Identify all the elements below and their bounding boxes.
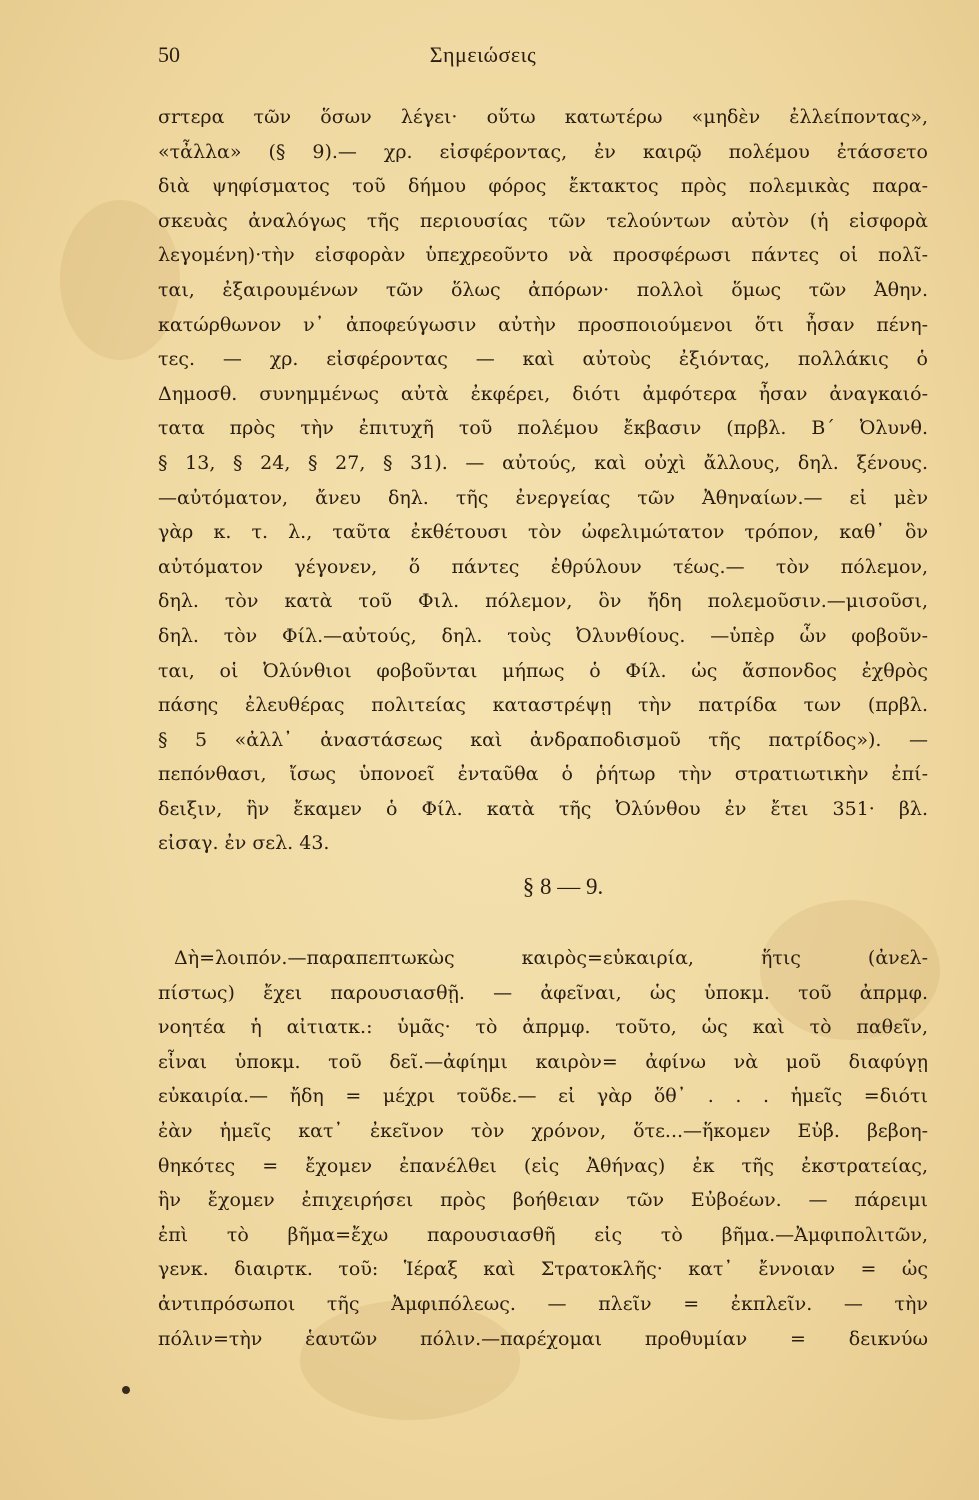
text-line: ἀντιπρόσωποι τῆς Ἀμφιπόλεως. — πλεῖν = ἐκπλεῖν. — τὴν xyxy=(158,1293,928,1315)
text-line: δηλ. τὸν κατὰ τοῦ Φιλ. πόλεμον, ὃν ἤδη πολεμοῦσιν.—μισοῦσι, xyxy=(158,590,928,613)
text-line: γενκ. διαιρτκ. τοῦ: Ἱέραξ καὶ Στρατοκλῆς· κατ᾽ ἔννοιαν = ὡς xyxy=(158,1258,928,1281)
text-line: πεπόνθασι, ἴσως ὑπονοεῖ ἐνταῦθα ὁ ῥήτωρ τὴν στρατιωτικὴν ἐπί- xyxy=(158,763,928,786)
text-line: ἐὰν ἡμεῖς κατ᾽ ἐκεῖνον τὸν χρόνον, ὅτε...—ἥκομεν Εὐβ. βεβοη- xyxy=(158,1120,928,1143)
text-line: τατα πρὸς τὴν ἐπιτυχῆ τοῦ πολέμου ἔκβασιν (πρβλ. Β΄ Ὀλυνθ. xyxy=(158,417,928,440)
text-line: ἐπὶ τὸ βῆμα=ἔχω παρουσιασθῆ εἰς τὸ βῆμα.—Ἀμφιπολιτῶν, xyxy=(158,1223,928,1246)
text-line: τες. — χρ. εἰσφέροντας — καὶ αὐτοὺς ἐξιόντας, πολλάκις ὁ xyxy=(158,348,928,371)
ink-spot xyxy=(122,1386,130,1394)
text-line: νοητέα ἡ αἰτιατκ.: ὑμᾶς· τὸ ἀπρμφ. τοῦτο, ὡς καὶ τὸ παθεῖν, xyxy=(158,1016,928,1039)
notes-paragraph-1 xyxy=(158,100,928,861)
text-line: λεγομένη)·τὴν εἰσφορὰν ὑπεχρεοῦντο νὰ προσφέρωσι πάντες οἱ πολῖ- xyxy=(158,244,928,267)
page-number: 50 xyxy=(158,42,180,67)
text-line: «τἆλλα» (§ 9).— χρ. εἰσφέροντας, ἐν καιρῷ πολέμου ἐτάσσετο xyxy=(158,140,928,163)
text-line: σκευὰς ἀναλόγως τῆς περιουσίας τῶν τελούντων αὐτὸν (ἡ εἰσφορὰ xyxy=(158,209,928,232)
text-line: δηλ. τὸν Φίλ.—αὐτούς, δηλ. τοὺς Ὀλυνθίους. —ὑπὲρ ὧν φοβοῦν- xyxy=(158,624,928,647)
text-line: πόλιν=τὴν ἑαυτῶν πόλιν.—παρέχομαι προθυμίαν = δεικνύω xyxy=(158,1327,928,1350)
text-line: ται, ἐξαιρουμένων τῶν ὅλως ἀπόρων· πολλοὶ ὅμως τῶν Ἀθην. xyxy=(158,278,928,301)
text-line: σrτερα τῶν ὅσων λέγει· οὕτω κατωτέρω «μηδὲν ἐλλείποντας», xyxy=(158,106,928,128)
notes-paragraph-2 xyxy=(158,941,928,1356)
text-line: αὐτόματον γέγονεν, ὅ πάντες ἐθρύλουν τέως.— τὸν πόλεμον, xyxy=(158,555,928,578)
spacer xyxy=(158,921,928,941)
text-line: διὰ ψηφίσματος τοῦ δήμου φόρος ἔκτακτος πρὸς πολεμικὰς παρα- xyxy=(158,175,928,198)
text-line: ἣν ἔχομεν ἐπιχειρήσει πρὸς βοήθειαν τῶν Εὐβοέων. — πάρειμι xyxy=(158,1189,928,1212)
text-line: —αὐτόματον, ἄνευ δηλ. τῆς ἐνεργείας τῶν Ἀθηναίων.— εἰ μὲν xyxy=(158,486,928,509)
text-line: εἰσαγ. ἐν σελ. 43. xyxy=(158,832,330,855)
text-line: § 13, § 24, § 27, § 31). — αὐτούς, καὶ οὐχὶ ἄλλους, δηλ. ξένους. xyxy=(158,451,928,474)
running-title: Σημειώσεις xyxy=(429,42,537,67)
text-line: πίστως) ἔχει παρουσιασθῇ. — ἀφεῖναι, ὡς ὑποκμ. τοῦ ἀπρμφ. xyxy=(158,981,928,1004)
section-heading: § 8 — 9. xyxy=(522,874,604,900)
page-header xyxy=(158,42,928,78)
text-line: κατώρθωνον ν᾽ ἀποφεύγωσιν αὐτὴν προσποιούμενοι ὅτι ἦσαν πένη- xyxy=(158,313,928,336)
text-line: § 5 «ἀλλ᾽ ἀναστάσεως καὶ ἀνδραποδισμοῦ τῆς πατρίδος»). — xyxy=(158,728,928,751)
text-line: γὰρ κ. τ. λ., ταῦτα ἐκθέτουσι τὸν ὠφελιμώτατον τρόπον, καθ᾽ ὃν xyxy=(158,521,928,544)
text-line: Δημοσθ. συνημμένως αὐτὰ ἐκφέρει, διότι ἀμφότερα ἦσαν ἀναγκαιό- xyxy=(158,382,928,405)
text-line: εἶναι ὑποκμ. τοῦ δεῖ.—ἀφίημι καιρὸν= ἀφίνω νὰ μοῦ διαφύγῃ xyxy=(158,1050,928,1073)
text-line: θηκότες = ἔχομεν ἐπανέλθει (εἰς Ἀθήνας) ἐκ τῆς ἐκστρατείας, xyxy=(158,1154,928,1177)
text-line: εὐκαιρία.— ἤδη = μέχρι τοῦδε.— εἰ γὰρ ὅθ᾽ . . . ἡμεῖς =διότι xyxy=(158,1085,928,1108)
text-line: Δὴ=λοιπόν.—παραπεπτωκὼς καιρὸς=εὐκαιρία, ἥτις (ἀνελ- xyxy=(174,947,928,970)
text-line: ται, οἱ Ὀλύνθιοι φοβοῦνται μήπως ὁ Φίλ. ὡς ἄσπονδος ἐχθρὸς xyxy=(158,659,928,682)
text-line: δειξιν, ἣν ἔκαμεν ὁ Φίλ. κατὰ τῆς Ὀλύνθου ἐν ἔτει 351· βλ. xyxy=(158,797,928,820)
text-line: πάσης ἐλευθέρας πολιτείας καταστρέψῃ τὴν πατρίδα των (πρβλ. xyxy=(158,694,928,717)
page-body xyxy=(158,100,928,1356)
